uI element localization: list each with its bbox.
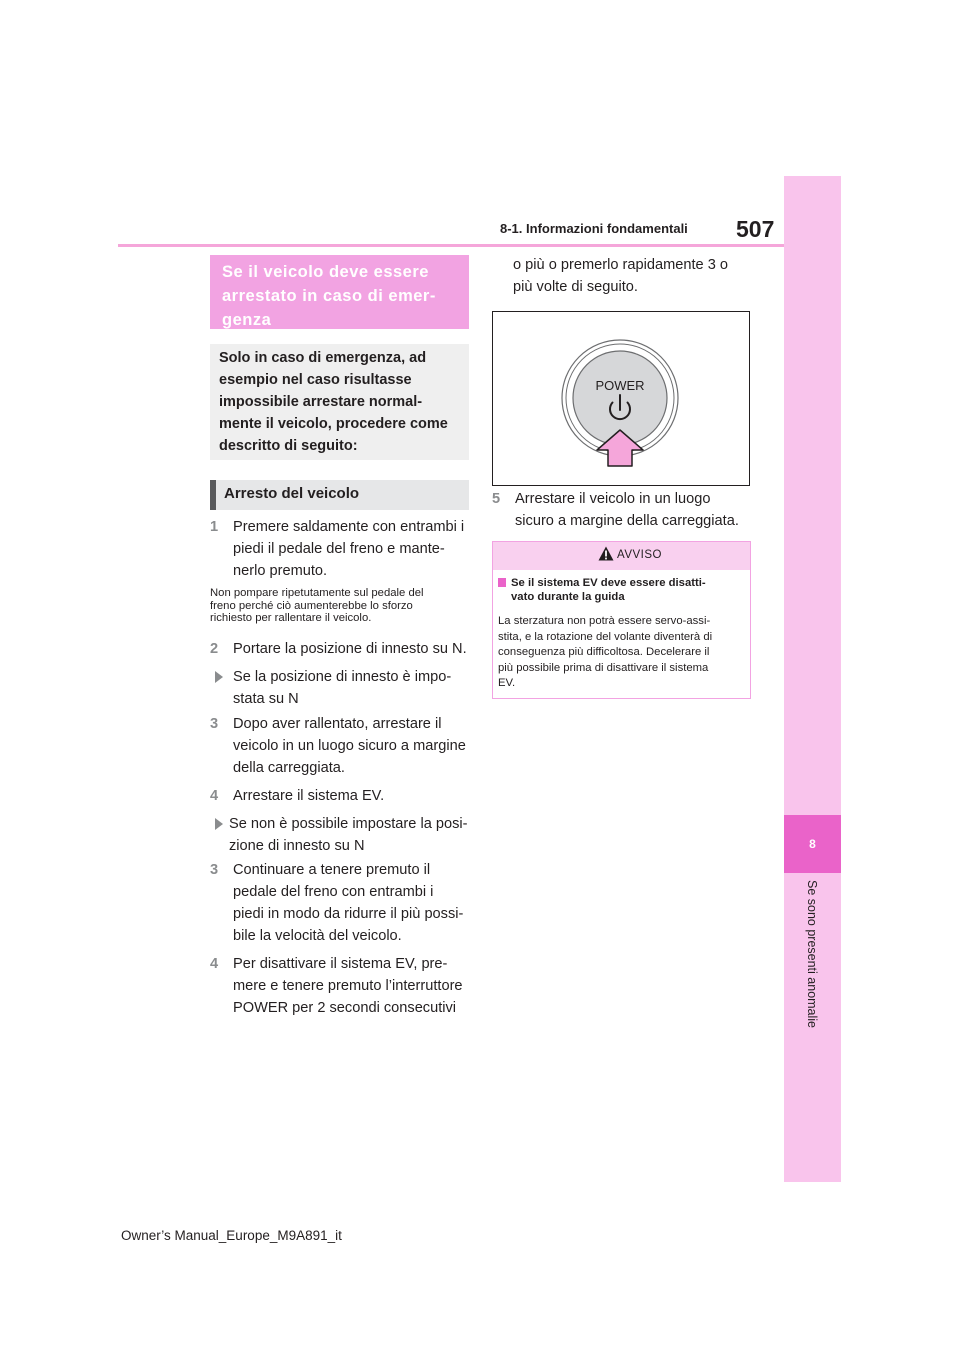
section-heading-text: Arresto del veicolo <box>224 485 360 502</box>
power-label: POWER <box>595 378 645 393</box>
step-line: pedale del freno con entrambi i <box>233 884 434 900</box>
note-line: freno perché ciò aumenterebbe lo sforzo <box>210 599 413 612</box>
condition-bullet <box>215 813 473 857</box>
step-line: Premere saldamente con entrambi i <box>233 519 465 535</box>
step-line: Dopo aver rallentato, arrestare il <box>233 716 442 732</box>
step-line: mere e tenere premuto l’interruttore <box>233 978 463 994</box>
step-line: POWER per 2 secondi consecutivi <box>233 1000 457 1016</box>
warning-body-line: conseguenza più difficoltosa. Decelerare il <box>498 646 710 659</box>
step-line: Portare la posizione di innesto su N. <box>233 641 467 657</box>
step-text <box>233 638 467 660</box>
intro-box <box>210 344 469 460</box>
step-1 <box>210 516 472 582</box>
warning-subtitle-line: vato durante la guida <box>511 591 625 603</box>
step-text <box>233 859 463 947</box>
section-title: 8-1. Informazioni fondamentali <box>500 221 688 236</box>
warning-box <box>492 541 751 699</box>
power-switch-figure <box>492 311 750 486</box>
step-line: Arrestare il sistema EV. <box>233 788 385 804</box>
step-line: bile la velocità del veicolo. <box>233 928 402 944</box>
bullet-text <box>233 666 451 710</box>
bullet-arrow-icon <box>215 671 223 683</box>
step-line: piedi in modo da ridurre il più possi- <box>233 906 464 922</box>
chapter-title: Se sono presenti anomalie <box>805 880 819 1029</box>
warning-subtitle-text <box>511 576 743 604</box>
step-line: nerlo premuto. <box>233 563 328 579</box>
heading-bar <box>210 480 216 510</box>
footer-text: Owner’s Manual_Europe_M9A891_it <box>121 1228 342 1243</box>
intro-line: impossibile arrestare normal- <box>219 394 423 410</box>
square-bullet-icon <box>498 578 506 587</box>
warning-label: AVVISO <box>617 549 662 561</box>
step-number: 1 <box>210 519 219 535</box>
step-text <box>233 785 384 807</box>
chapter-number: 8 <box>809 837 816 851</box>
continuation-text <box>513 254 728 298</box>
step-number: 4 <box>210 788 219 804</box>
step-number: 4 <box>210 956 219 972</box>
emergency-title: Se il veicolo deve essere arrestato in caso di emer-genza <box>222 263 436 329</box>
continuation-line: o più o premerlo rapidamente 3 o <box>513 257 728 273</box>
step-4 <box>210 953 472 1019</box>
warning-body-line: più possibile prima di disattivare il sistema <box>498 661 709 674</box>
note-line: richiesto per rallentare il veicolo. <box>210 612 372 624</box>
note-line: Non pompare ripetutamente sul pedale del <box>210 587 424 599</box>
step-4 <box>210 785 472 807</box>
warning-subtitle-line: Se il sistema EV deve essere disatti- <box>511 577 706 589</box>
step-line: della carreggiata. <box>233 760 345 776</box>
warning-triangle-icon <box>598 546 614 561</box>
emergency-title-box <box>210 255 469 329</box>
intro-line: mente il veicolo, procedere come <box>219 416 448 432</box>
warning-header <box>493 542 750 570</box>
bullet-line: stata su N <box>233 691 299 707</box>
step-line: Per disattivare il sistema EV, pre- <box>233 956 448 972</box>
intro-line: Solo in caso di emergenza, ad <box>219 350 427 366</box>
step-5 <box>492 488 754 532</box>
condition-bullet <box>215 666 473 710</box>
step-number: 3 <box>210 716 219 732</box>
chapter-title-vertical <box>804 880 820 1050</box>
bullet-line: Se non è possibile impostare la posi- <box>229 816 468 832</box>
power-switch-illustration <box>493 312 749 485</box>
step-line: piedi il pedale del freno e mante- <box>233 541 445 557</box>
warning-body-line: La sterzatura non potrà essere servo-assi- <box>498 615 711 627</box>
continuation-line: più volte di seguito. <box>513 279 638 295</box>
step-number: 3 <box>210 862 219 878</box>
step-line: Arrestare il veicolo in un luogo <box>515 491 711 507</box>
section-heading <box>210 480 469 510</box>
step-3 <box>210 859 472 947</box>
bullet-text <box>229 813 468 857</box>
bullet-line: Se la posizione di innesto è impo- <box>233 669 452 685</box>
warning-body-line: EV. <box>498 677 516 690</box>
header-divider <box>118 244 784 247</box>
intro-line: descritto di seguito: <box>219 438 358 454</box>
step-line: Continuare a tenere premuto il <box>233 862 431 878</box>
step-2 <box>210 638 472 660</box>
note <box>210 587 472 625</box>
step-line: veicolo in un luogo sicuro a margine <box>233 738 466 754</box>
page-number: 507 <box>736 216 775 242</box>
step-line: sicuro a margine della carreggiata. <box>515 513 739 529</box>
step-text <box>233 713 466 779</box>
step-text <box>233 516 464 582</box>
warning-body <box>498 614 746 692</box>
step-text <box>515 488 739 532</box>
chapter-tab[interactable] <box>784 815 841 873</box>
step-3 <box>210 713 472 779</box>
intro-line: esempio nel caso risultasse <box>219 372 412 388</box>
step-text <box>233 953 463 1019</box>
bullet-arrow-icon <box>215 818 223 830</box>
step-number: 5 <box>492 491 501 507</box>
step-number: 2 <box>210 641 219 657</box>
bullet-line: zione di innesto su N <box>229 838 365 854</box>
warning-body-line: stita, e la rotazione del volante diventerà di <box>498 630 713 643</box>
